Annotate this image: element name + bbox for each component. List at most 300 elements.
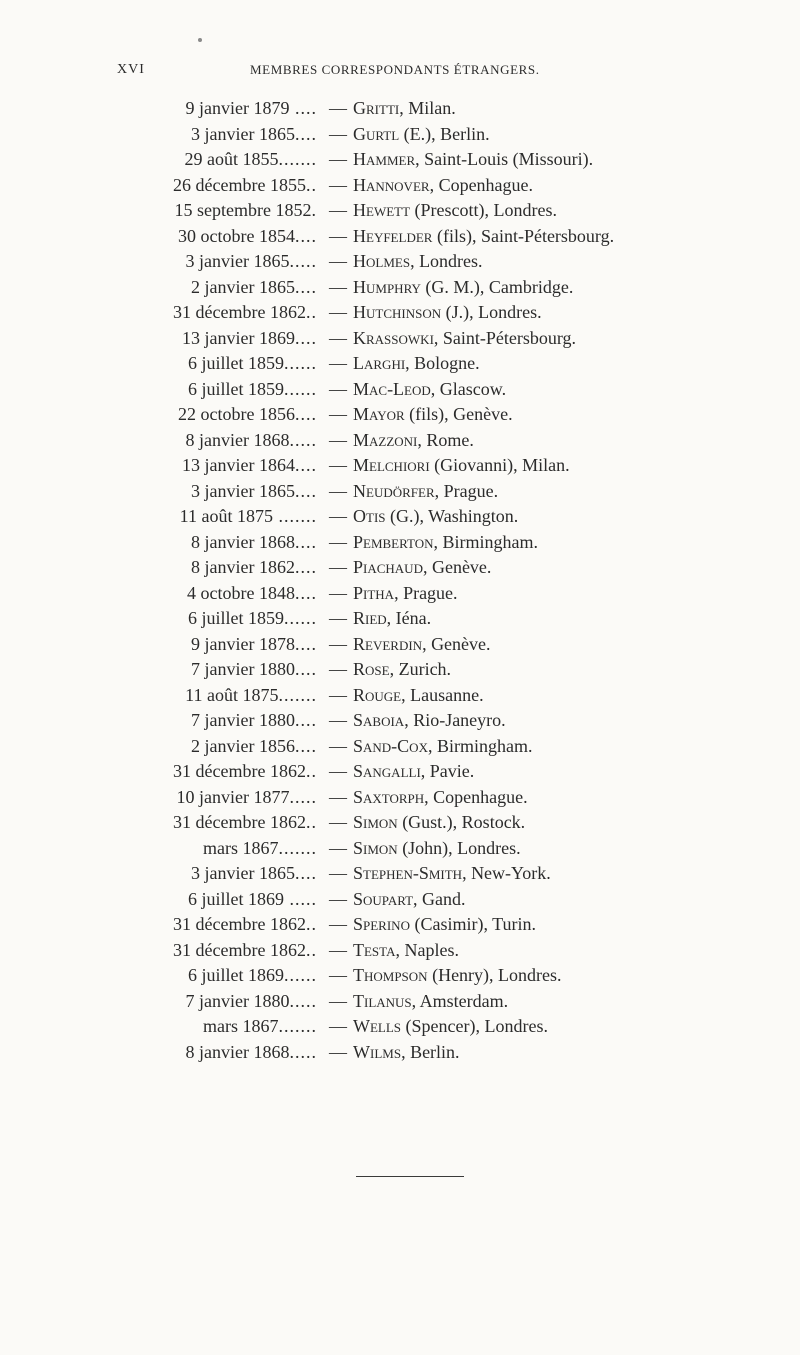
entry-date [188,606,317,632]
entry-leader-dots: ..... [289,990,317,1011]
entry-leader-dots: .... [295,633,317,654]
member-name: Mac-Leod [353,378,431,399]
entry-leader-dots: .... [295,327,317,348]
list-item [0,428,800,454]
entry-dash: — [329,404,347,424]
member-details: , New-York. [462,863,551,883]
entry-date [180,504,317,530]
entry-date [191,530,317,556]
entry-date [182,453,317,479]
entry-leader-dots: ..... [289,429,317,450]
entry-date-text: 11 août 1875 [185,684,279,705]
entry-date-text: 7 janvier 1880 [191,659,295,679]
entry-leader-dots: .... [295,123,317,144]
member-details: , Glascow. [430,378,507,399]
entry-leader-dots: ...... [284,608,317,628]
member-name: Soupart [353,888,414,909]
member-name: Tilanus [353,990,412,1011]
entry-dash: — [329,761,347,781]
entry-date [191,632,317,658]
entry-date [185,147,318,173]
member-name: Saboia [353,710,405,730]
entry-member [353,173,533,199]
member-details: , Birmingham. [433,531,538,552]
list-item [0,683,800,709]
member-details: , Prague. [434,480,499,501]
list-item [0,810,800,836]
entry-member [353,428,474,454]
member-name: Melchiori [353,455,430,475]
entry-date-text: 31 décembre 1862 [173,302,306,322]
entry-date-text: 22 octobre 1856 [178,404,295,424]
entry-member [353,912,536,938]
entry-date [188,351,317,377]
entry-date-text: 3 janvier 1865 [185,251,290,271]
list-item [0,989,800,1015]
entry-member [353,504,518,530]
entry-member [353,249,483,275]
entry-member [353,377,506,403]
entry-leader-dots: .. [306,302,317,322]
member-details: (Henry), Londres. [427,965,562,985]
member-name: Rouge [353,684,402,705]
entry-leader-dots: ....... [278,149,317,169]
page-speck [198,38,202,42]
entry-leader-dots: .. [306,939,317,960]
entry-leader-dots: .... [295,480,317,501]
member-details: (Gust.), Rostock. [397,812,526,832]
entry-dash: — [329,965,347,985]
list-item [0,912,800,938]
entry-date [203,1014,317,1040]
entry-dash: — [329,735,347,756]
entry-member [353,1014,548,1040]
entry-date [175,198,317,224]
entry-date [173,810,317,836]
entry-date-text: 11 août 1875 [179,506,273,526]
list-item [0,1014,800,1040]
entry-member [353,683,484,709]
member-details: , Copenhague. [424,786,528,807]
page-number: XVI [117,62,145,77]
entry-member [353,785,528,811]
entry-date-text: 15 septembre 1852 [174,200,312,220]
entry-leader-dots: . [311,200,317,220]
list-item [0,887,800,913]
entry-dash: — [329,1016,347,1036]
member-details: , Pavie. [420,761,475,781]
entry-leader-dots: ....... [278,1016,317,1036]
entry-date-text: 26 décembre 1855 [173,174,306,195]
entry-member [353,275,573,301]
entry-member [353,708,506,734]
member-details: , Birmingham. [427,735,533,756]
page-header [117,62,657,86]
entry-date [173,300,317,326]
entry-date-text: 7 janvier 1880 [185,990,290,1011]
entry-date-text: mars 1867 [203,1016,279,1036]
member-details: (Spencer), Londres. [401,1016,548,1036]
list-item [0,275,800,301]
member-name: Testa [353,939,396,960]
entry-dash: — [329,378,347,399]
entry-date [173,759,317,785]
entry-member [353,224,614,250]
member-name: Humphry [353,276,421,297]
entry-member [353,479,498,505]
entry-leader-dots: .... [295,659,317,679]
entry-date [188,377,317,403]
list-item [0,759,800,785]
entry-leader-dots: .... [295,276,317,297]
entry-date-text: 4 octobre 1848 [187,582,295,603]
entry-dash: — [329,174,347,195]
entry-date-text: mars 1867 [203,837,279,858]
entry-dash: — [329,582,347,603]
entry-dash: — [329,837,347,858]
member-name: Simon [353,812,398,832]
list-item [0,530,800,556]
entry-dash: — [329,990,347,1011]
entry-date-text: 9 janvier 1878 [191,633,295,654]
member-name: Neudörfer [353,480,435,501]
member-name: Piachaud [353,557,423,577]
member-details: , Lausanne. [401,684,484,705]
member-details: , Prague. [394,582,458,603]
member-details: (J.), Londres. [441,302,542,322]
member-details: (Casimir), Turin. [409,914,536,934]
entry-date [191,555,317,581]
member-details: , Saint-Louis (Missouri). [415,149,594,169]
member-details: , Saint-Pétersbourg. [433,327,577,348]
member-name: Sand-Cox [353,735,428,756]
entry-date-text: 29 août 1855 [184,149,279,169]
entry-date-text: 13 janvier 1869 [182,327,295,348]
list-item [0,224,800,250]
entry-dash: — [329,98,347,118]
entry-date-text: 9 janvier 1879 [185,98,290,118]
list-item [0,632,800,658]
entry-dash: — [329,786,347,807]
entry-member [353,759,474,785]
entry-leader-dots: .... [295,225,317,246]
entry-member [353,122,490,148]
entry-leader-dots: .. [306,761,317,781]
entry-member [353,351,480,377]
entry-date [191,861,317,887]
entry-dash: — [329,225,347,246]
entry-date [191,734,317,760]
member-name: Saxtorph [353,786,425,807]
entry-dash: — [329,506,347,526]
entry-date-text: 7 janvier 1880 [191,710,295,730]
list-item [0,1040,800,1066]
member-name: Larghi [353,353,406,373]
member-details: , Rio-Janeyro. [404,710,506,730]
entry-dash: — [329,812,347,832]
member-details: , Rome. [417,429,474,450]
entry-leader-dots: ....... [273,506,317,526]
entry-date-text: 30 octobre 1854 [178,225,295,246]
member-details: , Milan. [399,98,456,118]
member-name: Sperino [353,914,410,934]
entry-leader-dots: ...... [284,965,317,985]
list-item [0,96,800,122]
entry-leader-dots: .... [295,455,317,475]
entry-leader-dots: ..... [289,251,317,271]
entry-member [353,555,491,581]
entry-member [353,326,576,352]
member-name: Hutchinson [353,302,442,322]
entry-dash: — [329,684,347,705]
entry-date [186,989,317,1015]
entry-leader-dots: ....... [278,684,317,705]
entry-dash: — [329,608,347,628]
list-item [0,122,800,148]
member-name: Stephen-Smith [353,863,463,883]
entry-date-text: 6 juillet 1859 [188,608,284,628]
entry-leader-dots: .. [306,174,317,195]
entry-date [203,836,317,862]
entry-date [187,581,317,607]
entry-date [191,708,317,734]
entry-member [353,300,542,326]
entry-date-text: 6 juillet 1869 [188,888,284,909]
list-item [0,377,800,403]
entry-member [353,581,458,607]
member-details: , Berlin. [401,1041,460,1062]
entry-date-text: 8 janvier 1862 [191,557,295,577]
entry-member [353,887,466,913]
list-item [0,198,800,224]
member-name: Ried [353,608,387,628]
member-details: (fils), Genève. [404,404,513,424]
list-item [0,836,800,862]
list-item [0,479,800,505]
list-item [0,402,800,428]
entry-leader-dots: .... [295,582,317,603]
closing-rule [356,1176,464,1177]
entry-dash: — [329,455,347,475]
member-name: Gritti [353,98,400,118]
entry-date [186,96,317,122]
member-details: (Giovanni), Milan. [429,455,570,475]
entry-member [353,963,562,989]
member-name: Wilms [353,1041,402,1062]
member-details: (E.), Berlin. [399,123,490,144]
member-name: Holmes [353,251,411,271]
entry-leader-dots: ....... [278,837,317,858]
entry-date [188,963,317,989]
member-details: , Londres. [410,251,483,271]
list-item [0,173,800,199]
entry-member [353,453,570,479]
member-name: Pitha [353,582,395,603]
entry-dash: — [329,557,347,577]
entry-date [173,938,317,964]
list-item [0,581,800,607]
entry-member [353,657,451,683]
entry-date [191,275,317,301]
entry-dash: — [329,276,347,297]
entry-date-text: 8 janvier 1868 [191,531,295,552]
member-name: Hammer [353,149,416,169]
member-name: Pemberton [353,531,434,552]
member-details: (G.), Washington. [385,506,519,526]
entry-leader-dots: ..... [289,786,317,807]
entry-date-text: 2 janvier 1856 [191,735,295,756]
entry-dash: — [329,1041,347,1062]
list-item [0,708,800,734]
entry-leader-dots: ...... [284,378,317,399]
entry-member [353,530,538,556]
entry-date-text: 10 janvier 1877 [176,786,290,807]
member-name: Mayor [353,404,405,424]
member-name: Simon [353,837,398,858]
member-details: , Copenhague. [429,174,534,195]
list-item [0,504,800,530]
list-item [0,734,800,760]
entry-date-text: 3 janvier 1865 [191,123,295,144]
member-details: , Zurich. [389,659,452,679]
list-item [0,657,800,683]
list-item [0,861,800,887]
entry-date [188,887,317,913]
member-details: (Prescott), Londres. [410,200,558,220]
entry-date [178,402,317,428]
member-details: , Gand. [413,888,466,909]
entry-date-text: 3 janvier 1865 [191,863,295,883]
entry-date-text: 31 décembre 1862 [173,939,306,960]
member-details: , Genève. [422,557,492,577]
member-details: (fils), Saint-Pétersbourg. [432,225,615,246]
entry-dash: — [329,659,347,679]
entry-member [353,938,459,964]
member-name: Gurtl [353,123,400,144]
member-name: Reverdin [353,633,423,654]
entry-date-text: 31 décembre 1862 [173,761,306,781]
entry-dash: — [329,863,347,883]
entry-member [353,632,491,658]
list-item [0,300,800,326]
entry-dash: — [329,353,347,373]
list-item [0,351,800,377]
list-item [0,249,800,275]
entry-dash: — [329,888,347,909]
entry-date-text: 31 décembre 1862 [173,914,306,934]
member-details: , Bologne. [405,353,480,373]
entry-date-text: 6 juillet 1859 [188,353,284,373]
running-head: MEMBRES CORRESPONDANTS ÉTRANGERS. [250,62,540,77]
member-name: Sangalli [353,761,421,781]
entry-date [178,224,317,250]
entry-member [353,734,532,760]
entry-date-text: 3 janvier 1865 [191,480,295,501]
member-name: Hewett [353,200,411,220]
member-name: Otis [353,506,386,526]
member-details: , Naples. [395,939,459,960]
member-name: Krassowki [353,327,434,348]
entry-dash: — [329,123,347,144]
list-item [0,147,800,173]
entry-leader-dots: .... [295,710,317,730]
entry-member [353,861,551,887]
entry-leader-dots: .. [306,914,317,934]
member-name: Hannover [353,174,430,195]
entry-leader-dots: .. [306,812,317,832]
entry-date [173,173,317,199]
entry-member [353,402,513,428]
entry-date-text: 8 janvier 1868 [185,429,290,450]
entry-dash: — [329,302,347,322]
list-item [0,326,800,352]
member-name: Wells [353,1016,402,1036]
entry-date [186,1040,317,1066]
entry-leader-dots: .... [295,404,317,424]
entry-dash: — [329,200,347,220]
entry-dash: — [329,633,347,654]
entry-date [191,479,317,505]
entry-date-text: 31 décembre 1862 [173,812,306,832]
entry-member [353,836,521,862]
list-item [0,453,800,479]
entry-dash: — [329,480,347,501]
entry-date [191,122,317,148]
entry-date [182,326,317,352]
list-item [0,938,800,964]
member-details: (John), Londres. [397,837,521,858]
member-name: Rose [353,659,390,679]
entry-leader-dots: ...... [284,353,317,373]
entry-date-text: 13 janvier 1864 [182,455,295,475]
member-details: , Amsterdam. [411,990,509,1011]
list-item [0,555,800,581]
entry-leader-dots: .... [295,557,317,577]
entry-date [186,428,317,454]
entry-dash: — [329,327,347,348]
entry-dash: — [329,251,347,271]
entry-member [353,606,431,632]
entry-date [173,912,317,938]
entry-date-text: 6 juillet 1859 [188,378,284,399]
member-list [0,96,800,1065]
entry-date-text: 6 juillet 1869 [188,965,284,985]
entry-dash: — [329,149,347,169]
member-details: (G. M.), Cambridge. [420,276,574,297]
entry-leader-dots: .... [295,863,317,883]
entry-member [353,198,557,224]
member-name: Heyfelder [353,225,433,246]
member-name: Mazzoni [353,429,418,450]
list-item [0,606,800,632]
member-name: Thompson [353,965,428,985]
entry-dash: — [329,710,347,730]
entry-member [353,147,593,173]
entry-dash: — [329,914,347,934]
entry-date [186,249,317,275]
entry-member [353,989,508,1015]
member-details: , Iéna. [386,608,432,628]
entry-leader-dots: ..... [289,1041,317,1062]
entry-dash: — [329,429,347,450]
entry-member [353,810,525,836]
entry-leader-dots: .... [289,98,317,118]
member-details: , Genève. [422,633,491,654]
entry-leader-dots: .... [295,735,317,756]
entry-dash: — [329,939,347,960]
entry-date-text: 8 janvier 1868 [185,1041,290,1062]
list-item [0,963,800,989]
